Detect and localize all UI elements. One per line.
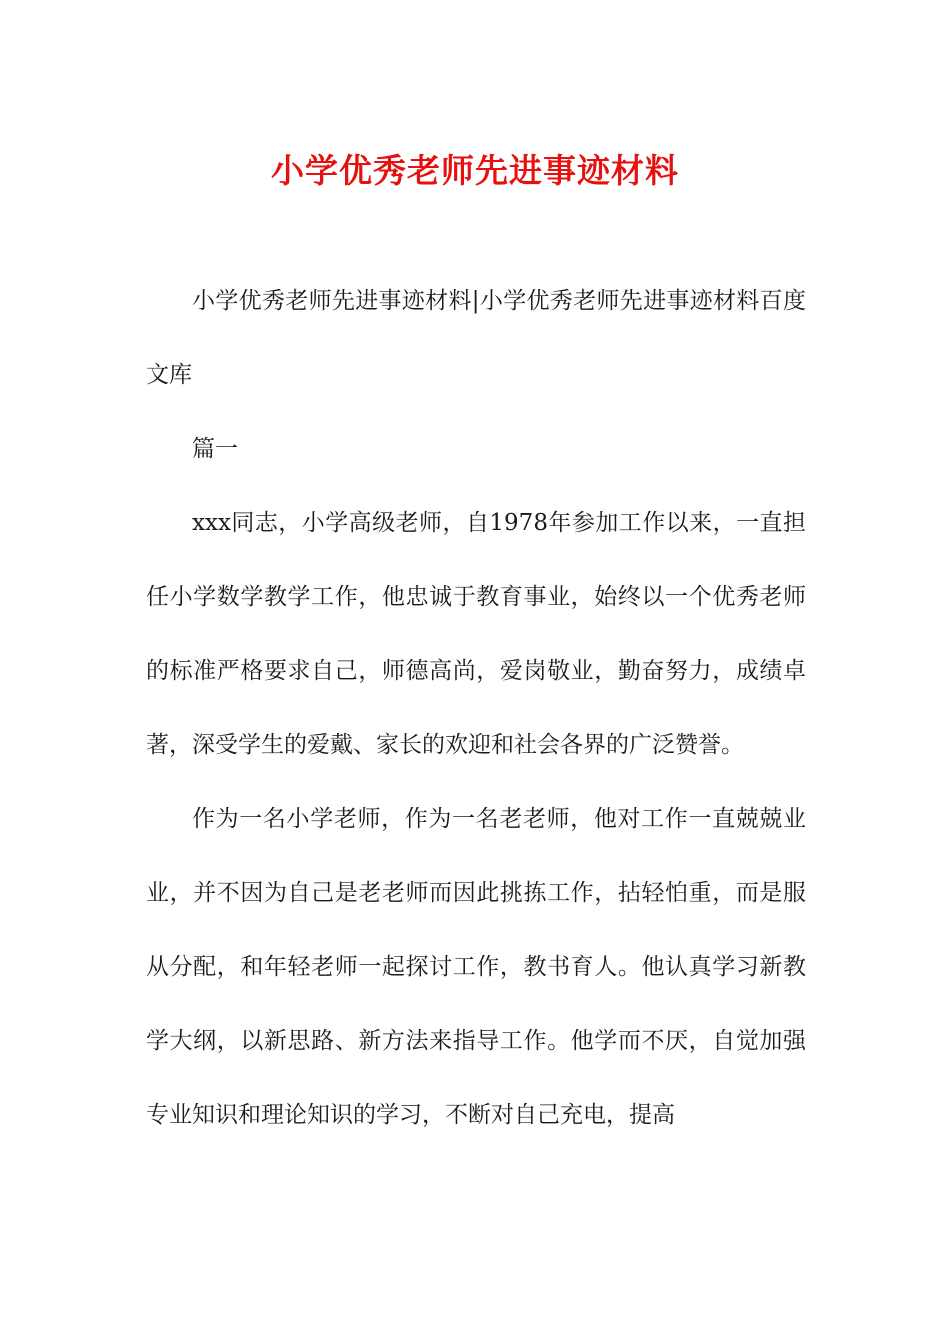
- document-title: 小学优秀老师先进事迹材料: [271, 151, 679, 190]
- paragraph-section-label: 篇一: [192, 436, 238, 462]
- document-body: [146, 264, 806, 1152]
- paragraph-intro: xxx同志，小学高级老师，自1978年参加工作以来，一直担任小学数学教学工作，他忠诚于教育事业，始终以一个优秀老师的标准严格要求自己，师德高尚，爱岗敬业，勤奋努力，成绩卓著，深受学生的爱戴、家长的欢迎和社会各界的广泛赞誉。: [146, 510, 806, 758]
- paragraph-subtitle: 小学优秀老师先进事迹材料|小学优秀老师先进事迹材料百度文库: [146, 288, 806, 388]
- paragraph-work-attitude: 作为一名小学老师，作为一名老老师，他对工作一直兢兢业业，并不因为自己是老老师而因此挑拣工作，拈轻怕重，而是服从分配，和年轻老师一起探讨工作，教书育人。他认真学习新教学大纲，以新思路、新方法来指导工作。他学而不厌，自觉加强专业知识和理论知识的学习，不断对自己充电，提高: [146, 806, 806, 1128]
